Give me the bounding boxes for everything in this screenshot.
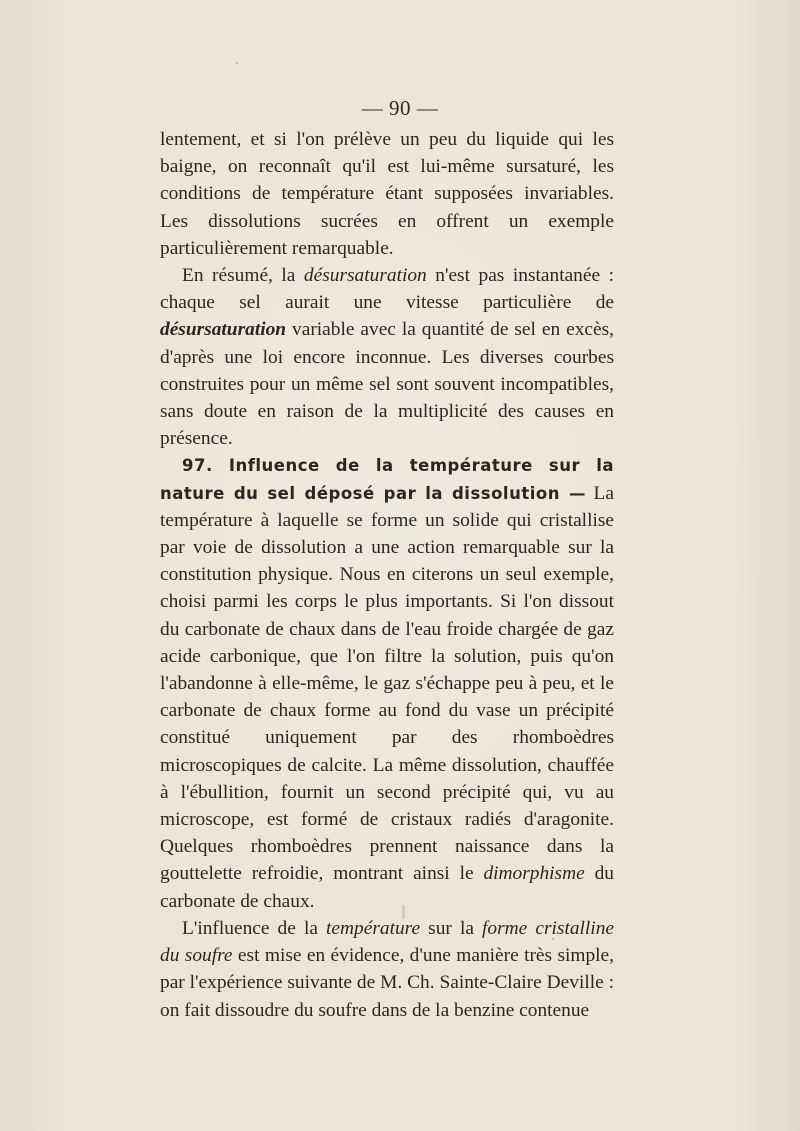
paragraph-2: [160, 262, 614, 452]
paper-speck: [236, 62, 238, 64]
page-number-header: — 90 —: [361, 96, 439, 120]
text-run: variable avec la quantité de sel en excès, d'après une loi encore inconnue. Les diverses courbes construites pour un même sel sont souvent incompatibles, sans doute en raison de la multiplicité des causes en présence.: [160, 319, 614, 450]
text-run: est mise en évidence, d'une manière très simple, par l'expérience suivante de M. Ch. Sainte-Claire Deville : on fait dissoudre du soufre dans de la benzine contenue: [160, 945, 615, 1021]
italic-term: dimorphisme: [483, 863, 585, 885]
paper-speck: [552, 938, 554, 940]
text-run: du carbonate de chaux.: [160, 863, 614, 912]
text-run: En résumé, la: [182, 265, 304, 287]
paragraph-4: [160, 915, 614, 1024]
italic-term: température: [326, 917, 421, 939]
paper-speck: [402, 905, 405, 919]
bold-italic-term: désursaturation: [160, 319, 287, 341]
paragraph-3: [160, 452, 614, 914]
text-run: La température à laquelle se forme un solide qui cristallise par voie de dissolution a une action remarquable sur la constitution physique. Nous en citerons un seul exemple, choisi parmi les corps le plus importants. Si l'on dissout du carbonate de chaux dans de l'eau froide chargée de gaz acide carbonique, que l'on filtre la solution, puis qu'on l'abandonne à elle-même, le gaz s'échappe peu à peu, et le carbonate de chaux forme au fond du vase un précipité constitué uniquement par des rhomboèdres microscopiques de calcite. La même dissolution, chauffée à l'ébullition, fournit un second précipité qui, vu au microscope, est formé de cristaux radiés d'aragonite. Quelques rhomboèdres prennent naissance dans la gouttelette refroidie, montrant ainsi le: [160, 482, 614, 885]
section-heading: 97. Influence de la température sur la nature du sel déposé par la dissolution —: [160, 456, 614, 503]
text-run: n'est pas instantanée : chaque sel aurait une vitesse particulière de: [160, 265, 614, 314]
italic-term: désursaturation: [303, 265, 427, 287]
text-run: L'influence de la: [182, 917, 327, 939]
body-text: [160, 126, 614, 1024]
text-run: sur la: [420, 917, 483, 939]
paragraph-1: lentement, et si l'on prélève un peu du liquide qui les baigne, on reconnaît qu'il est lui-même sursaturé, les conditions de température étant supposées invariables. Les dissolutions sucrées en offrent un exemple particulièrement remarquable.: [160, 129, 614, 259]
italic-term: forme cristalline du soufre: [160, 917, 614, 967]
